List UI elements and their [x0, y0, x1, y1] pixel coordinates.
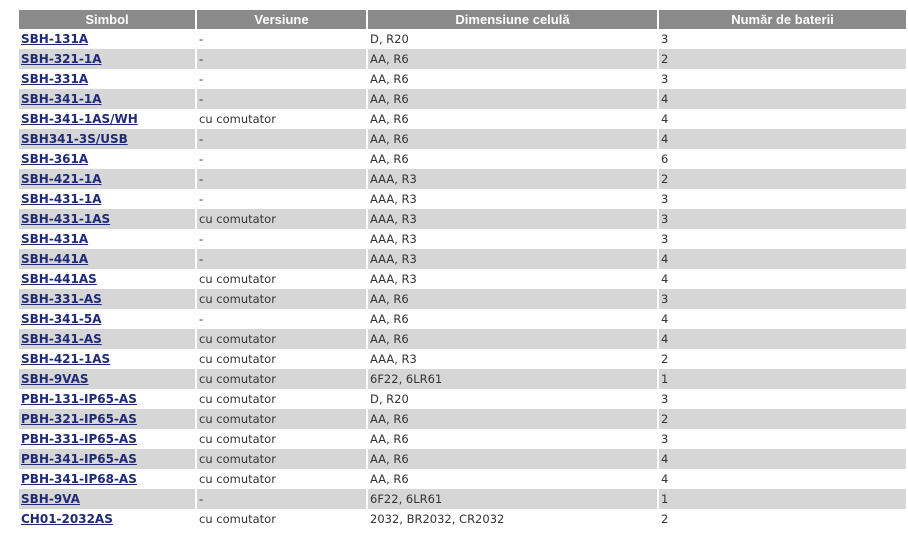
- symbol-cell: [19, 389, 195, 409]
- battery-count-cell: 2: [661, 352, 669, 366]
- cell-size-cell: AA, R6: [370, 312, 409, 326]
- symbol-cell: [19, 169, 195, 189]
- version-cell: cu comutator: [199, 352, 276, 366]
- battery-count-cell: 4: [659, 129, 906, 149]
- cell-size-cell: AAA, R3: [370, 352, 417, 366]
- version-cell: cu comutator: [199, 272, 276, 286]
- table-row: [19, 269, 906, 289]
- product-link[interactable]: SBH-9VAS: [21, 372, 89, 386]
- products-table: [17, 10, 908, 529]
- battery-count-cell: 4: [659, 249, 906, 269]
- battery-count-cell: 3: [661, 72, 669, 86]
- table-header: [19, 10, 906, 29]
- battery-count-cell: 4: [659, 329, 906, 349]
- battery-count-cell: 4: [661, 272, 669, 286]
- cell-size-cell: 2032, BR2032, CR2032: [370, 512, 505, 526]
- product-link[interactable]: PBH-131-IP65-AS: [21, 392, 137, 406]
- cell-size-cell: AAA, R3: [368, 209, 657, 229]
- symbol-cell: [19, 469, 195, 489]
- product-link[interactable]: SBH-131A: [21, 32, 89, 46]
- version-cell: cu comutator: [199, 392, 276, 406]
- cell-size-cell: AAA, R3: [370, 272, 417, 286]
- cell-size-cell: AA, R6: [370, 112, 409, 126]
- table-row: [19, 369, 906, 389]
- symbol-cell: [19, 429, 195, 449]
- symbol-cell: [19, 329, 195, 349]
- product-link[interactable]: PBH-331-IP65-AS: [21, 432, 137, 446]
- product-link[interactable]: SBH-341-1AS/WH: [21, 112, 138, 126]
- product-link[interactable]: CH01-2032AS: [21, 512, 113, 526]
- table-row: [19, 409, 906, 429]
- symbol-cell: [19, 449, 195, 469]
- product-link[interactable]: SBH-361A: [21, 152, 89, 166]
- table-row: [19, 49, 906, 69]
- table-row: [19, 449, 906, 469]
- cell-size-cell: AA, R6: [370, 472, 409, 486]
- version-cell: cu comutator: [199, 512, 276, 526]
- symbol-cell: [19, 129, 195, 149]
- symbol-cell: [19, 409, 195, 429]
- product-link[interactable]: PBH-341-IP68-AS: [21, 472, 137, 486]
- table-row: [19, 289, 906, 309]
- symbol-cell: [19, 309, 195, 329]
- table-row: [19, 189, 906, 209]
- cell-size-cell: AAA, R3: [368, 169, 657, 189]
- battery-count-cell: 2: [659, 409, 906, 429]
- symbol-cell: [19, 289, 195, 309]
- product-link[interactable]: SBH341-3S/USB: [21, 132, 128, 146]
- symbol-cell: [19, 49, 195, 69]
- version-cell: -: [199, 192, 204, 206]
- table-row: [19, 69, 906, 89]
- column-header-symbol: Simbol: [19, 10, 195, 29]
- battery-count-cell: 6: [661, 152, 669, 166]
- table-row: [19, 229, 906, 249]
- product-link[interactable]: PBH-341-IP65-AS: [21, 452, 137, 466]
- cell-size-cell: AA, R6: [368, 409, 657, 429]
- cell-size-cell: AA, R6: [370, 432, 409, 446]
- battery-count-cell: 3: [661, 392, 669, 406]
- table-row: [19, 249, 906, 269]
- version-cell: -: [199, 232, 204, 246]
- product-link[interactable]: SBH-331A: [21, 72, 89, 86]
- battery-count-cell: 3: [661, 192, 669, 206]
- table-row: [19, 89, 906, 109]
- cell-size-cell: AA, R6: [370, 72, 409, 86]
- cell-size-cell: AA, R6: [368, 89, 657, 109]
- table-row: [19, 469, 906, 489]
- product-link[interactable]: SBH-431-1AS: [21, 212, 111, 226]
- version-cell: -: [199, 312, 204, 326]
- cell-size-cell: AA, R6: [368, 49, 657, 69]
- battery-count-cell: 3: [661, 232, 669, 246]
- symbol-cell: [19, 509, 195, 529]
- battery-count-cell: 2: [659, 49, 906, 69]
- cell-size-cell: AAA, R3: [370, 232, 417, 246]
- symbol-cell: [19, 489, 195, 509]
- product-link[interactable]: SBH-331-AS: [21, 292, 102, 306]
- table-row: [19, 509, 906, 529]
- cell-size-cell: AAA, R3: [368, 249, 657, 269]
- battery-count-cell: 4: [659, 89, 906, 109]
- symbol-cell: [19, 149, 195, 169]
- cell-size-cell: D, R20: [370, 392, 409, 406]
- symbol-cell: [19, 109, 195, 129]
- product-link[interactable]: SBH-341-5A: [21, 312, 102, 326]
- cell-size-cell: AA, R6: [368, 129, 657, 149]
- table-row: [19, 29, 906, 49]
- header-row: [19, 10, 906, 29]
- product-link[interactable]: SBH-421-1A: [21, 172, 102, 186]
- version-cell: cu comutator: [197, 289, 366, 309]
- column-header-battery-count: Număr de baterii: [659, 10, 906, 29]
- version-cell: -: [197, 129, 366, 149]
- version-cell: cu comutator: [197, 369, 366, 389]
- version-cell: cu comutator: [197, 329, 366, 349]
- table-row: [19, 489, 906, 509]
- version-cell: -: [197, 169, 366, 189]
- cell-size-cell: 6F22, 6LR61: [368, 369, 657, 389]
- symbol-cell: [19, 349, 195, 369]
- table-row: [19, 109, 906, 129]
- product-link[interactable]: SBH-431A: [21, 232, 89, 246]
- product-link[interactable]: SBH-321-1A: [21, 52, 102, 66]
- table-row: [19, 209, 906, 229]
- battery-count-cell: 1: [659, 369, 906, 389]
- table-row: [19, 129, 906, 149]
- cell-size-cell: AA, R6: [368, 449, 657, 469]
- battery-count-cell: 1: [659, 489, 906, 509]
- product-link[interactable]: SBH-341-1A: [21, 92, 102, 106]
- symbol-cell: [19, 269, 195, 289]
- version-cell: cu comutator: [197, 209, 366, 229]
- table-row: [19, 149, 906, 169]
- battery-count-cell: 4: [661, 112, 669, 126]
- version-cell: -: [197, 489, 366, 509]
- battery-count-cell: 2: [659, 169, 906, 189]
- product-link[interactable]: SBH-441A: [21, 252, 89, 266]
- symbol-cell: [19, 369, 195, 389]
- cell-size-cell: D, R20: [370, 32, 409, 46]
- symbol-cell: [19, 229, 195, 249]
- symbol-cell: [19, 29, 195, 49]
- cell-size-cell: AA, R6: [368, 289, 657, 309]
- version-cell: cu comutator: [199, 472, 276, 486]
- product-link[interactable]: PBH-321-IP65-AS: [21, 412, 137, 426]
- battery-count-cell: 4: [661, 312, 669, 326]
- cell-size-cell: AAA, R3: [370, 192, 417, 206]
- table-row: [19, 389, 906, 409]
- product-link[interactable]: SBH-431-1A: [21, 192, 102, 206]
- column-header-version: Versiune: [197, 10, 366, 29]
- symbol-cell: [19, 89, 195, 109]
- version-cell: -: [199, 152, 204, 166]
- cell-size-cell: AA, R6: [368, 329, 657, 349]
- battery-count-cell: 2: [661, 512, 669, 526]
- product-link[interactable]: SBH-421-1AS: [21, 352, 111, 366]
- table-row: [19, 309, 906, 329]
- table-row: [19, 169, 906, 189]
- version-cell: cu comutator: [197, 449, 366, 469]
- battery-count-cell: 4: [659, 449, 906, 469]
- version-cell: -: [197, 49, 366, 69]
- symbol-cell: [19, 69, 195, 89]
- battery-count-cell: 3: [661, 32, 669, 46]
- version-cell: cu comutator: [199, 112, 276, 126]
- battery-count-cell: 3: [661, 432, 669, 446]
- version-cell: cu comutator: [199, 432, 276, 446]
- table-row: [19, 349, 906, 369]
- battery-count-cell: 3: [659, 209, 906, 229]
- version-cell: -: [199, 72, 204, 86]
- table-row: [19, 329, 906, 349]
- battery-count-cell: 3: [659, 289, 906, 309]
- column-header-cell-size: Dimensiune celulă: [368, 10, 657, 29]
- product-link[interactable]: SBH-441AS: [21, 272, 97, 286]
- table-body: [19, 29, 906, 529]
- product-link[interactable]: SBH-9VA: [21, 492, 80, 506]
- version-cell: cu comutator: [197, 409, 366, 429]
- battery-count-cell: 4: [661, 472, 669, 486]
- cell-size-cell: 6F22, 6LR61: [368, 489, 657, 509]
- symbol-cell: [19, 209, 195, 229]
- version-cell: -: [199, 32, 204, 46]
- symbol-cell: [19, 189, 195, 209]
- version-cell: -: [197, 89, 366, 109]
- version-cell: -: [197, 249, 366, 269]
- symbol-cell: [19, 249, 195, 269]
- cell-size-cell: AA, R6: [370, 152, 409, 166]
- table-row: [19, 429, 906, 449]
- product-link[interactable]: SBH-341-AS: [21, 332, 102, 346]
